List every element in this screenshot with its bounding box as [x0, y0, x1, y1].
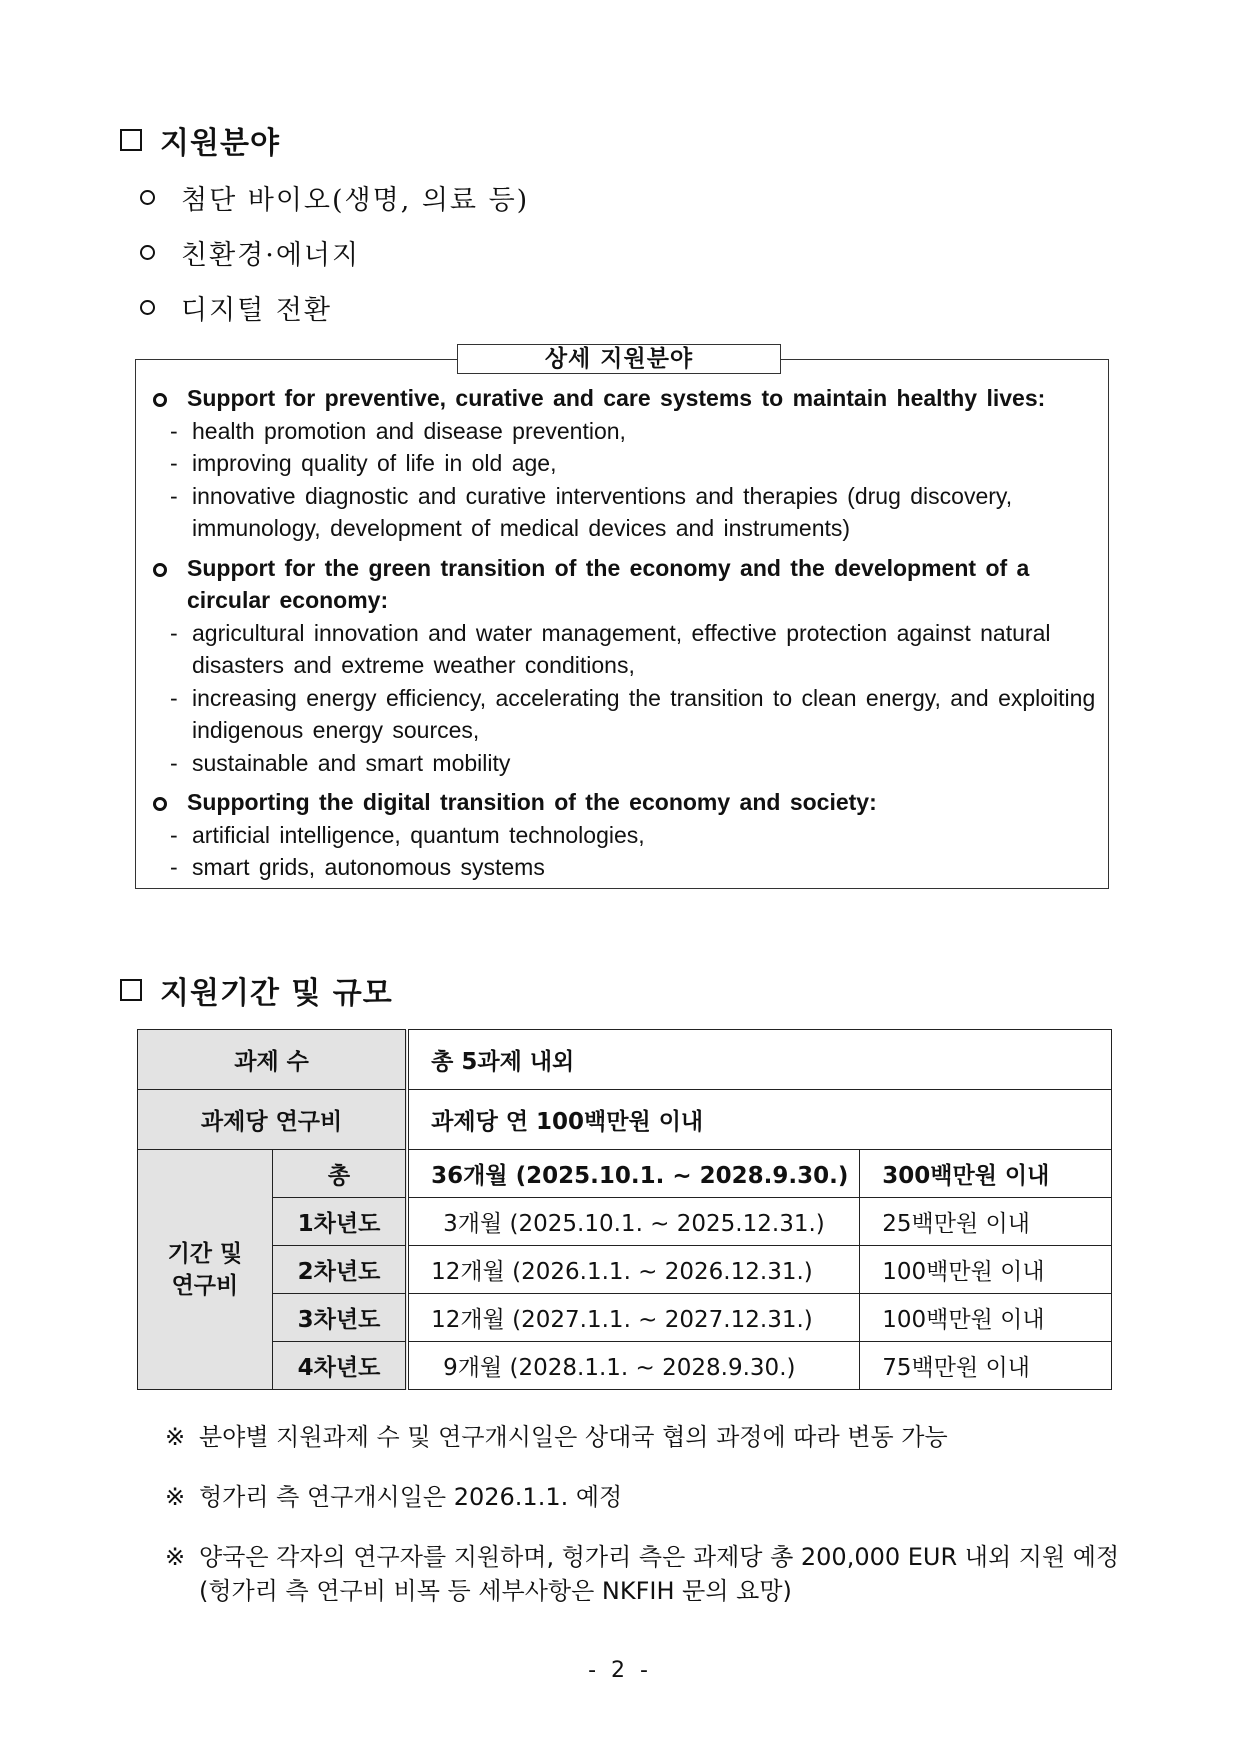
detail-item: - increasing energy efficiency, accelerating the transition to clean energy, and exploiting indigenous energy sources,	[170, 684, 1096, 743]
detail-item: - innovative diagnostic and curative interventions and therapies (drug discovery, immunology, development of medical devices and instruments)	[170, 482, 1013, 541]
detail-box-title: 상세 지원분야	[457, 344, 781, 374]
square-bullet-icon	[120, 129, 142, 151]
table-cell: 9개월 (2028.1.1. ~ 2028.9.30.)	[407, 1342, 860, 1390]
note-item: ※ 양국은 각자의 연구자를 지원하며, 헝가리 측은 과제당 총 200,000 EUR 내외 지원 예정 (헝가리 측 연구비 비목 등 세부사항은 NKFIH 문의 요망)	[165, 1540, 1125, 1608]
detail-group	[150, 382, 1100, 545]
section-heading-period-scale	[120, 968, 393, 1012]
section-title: 지원분야	[160, 126, 280, 161]
note-item: ※ 분야별 지원과제 수 및 연구개시일은 상대국 협의 과정에 따라 변동 가능	[165, 1420, 1125, 1454]
detail-group-heading: Supporting the digital transition of the economy and society:	[150, 786, 1100, 819]
detail-group	[150, 786, 1100, 884]
table-year-cell: 총	[272, 1150, 407, 1198]
detail-content	[150, 382, 1100, 891]
circle-bullet-icon	[153, 797, 167, 811]
detail-item: - sustainable and smart mobility	[170, 749, 511, 776]
note-item: ※ 헝가리 측 연구개시일은 2026.1.1. 예정	[165, 1480, 1125, 1514]
table-cell: 300백만원 이내	[860, 1150, 1112, 1198]
table-year-cell: 1차년도	[272, 1198, 407, 1246]
circle-bullet-icon	[140, 245, 155, 260]
table-group-cell: 기간 및 연구비	[138, 1150, 273, 1390]
reference-mark-icon: ※	[165, 1543, 186, 1571]
table-row	[138, 1150, 1112, 1198]
support-field-list	[140, 170, 529, 335]
list-item: 첨단 바이오(생명, 의료 등)	[140, 170, 529, 225]
table-cell: 과제당 연 100백만원 이내	[407, 1090, 1111, 1150]
table-cell: 100백만원 이내	[860, 1294, 1112, 1342]
reference-mark-icon: ※	[165, 1483, 186, 1511]
detail-item: - improving quality of life in old age,	[170, 450, 557, 476]
table-cell: 3개월 (2025.10.1. ~ 2025.12.31.)	[407, 1198, 860, 1246]
circle-bullet-icon	[140, 190, 155, 205]
table-header-cell: 과제당 연구비	[138, 1090, 408, 1150]
list-item: 디지털 전환	[140, 280, 529, 335]
detail-group-heading: Support for the green transition of the economy and the development of a circular economy:	[150, 552, 1100, 617]
table-year-cell: 2차년도	[272, 1246, 407, 1294]
section-title: 지원기간 및 규모	[160, 976, 393, 1011]
list-item: 친환경·에너지	[140, 225, 529, 280]
table-row	[138, 1198, 1112, 1246]
table-year-cell: 4차년도	[272, 1342, 407, 1390]
table-row	[138, 1294, 1112, 1342]
circle-bullet-icon	[153, 393, 167, 407]
circle-bullet-icon	[140, 300, 155, 315]
table-cell: 12개월 (2027.1.1. ~ 2027.12.31.)	[407, 1294, 860, 1342]
table-row	[138, 1030, 1112, 1090]
detail-item: - agricultural innovation and water management, effective protection against natural disasters and extreme weather conditions,	[170, 619, 1051, 678]
reference-mark-icon: ※	[165, 1423, 186, 1451]
detail-group	[150, 552, 1100, 780]
table-cell: 25백만원 이내	[860, 1198, 1112, 1246]
square-bullet-icon	[120, 979, 142, 1001]
section-heading-support-fields	[120, 118, 280, 162]
table-row	[138, 1246, 1112, 1294]
detail-group-heading: Support for preventive, curative and care systems to maintain healthy lives:	[150, 382, 1100, 415]
circle-bullet-icon	[153, 563, 167, 577]
detail-item: - smart grids, autonomous systems	[170, 854, 545, 880]
table-header-cell: 과제 수	[138, 1030, 408, 1090]
table-cell: 12개월 (2026.1.1. ~ 2026.12.31.)	[407, 1246, 860, 1294]
table-year-cell: 3차년도	[272, 1294, 407, 1342]
notes	[165, 1420, 1125, 1634]
table-row	[138, 1342, 1112, 1390]
detail-item: - health promotion and disease prevention,	[170, 417, 626, 444]
table-cell: 36개월 (2025.10.1. ~ 2028.9.30.)	[407, 1150, 860, 1198]
table-row	[138, 1090, 1112, 1150]
table-cell: 총 5과제 내외	[407, 1030, 1111, 1090]
table-cell: 100백만원 이내	[860, 1246, 1112, 1294]
page-number: - 2 -	[588, 1658, 652, 1683]
detail-item: - artificial intelligence, quantum technologies,	[170, 821, 645, 848]
support-scale-table	[137, 1029, 1112, 1390]
table-cell: 75백만원 이내	[860, 1342, 1112, 1390]
